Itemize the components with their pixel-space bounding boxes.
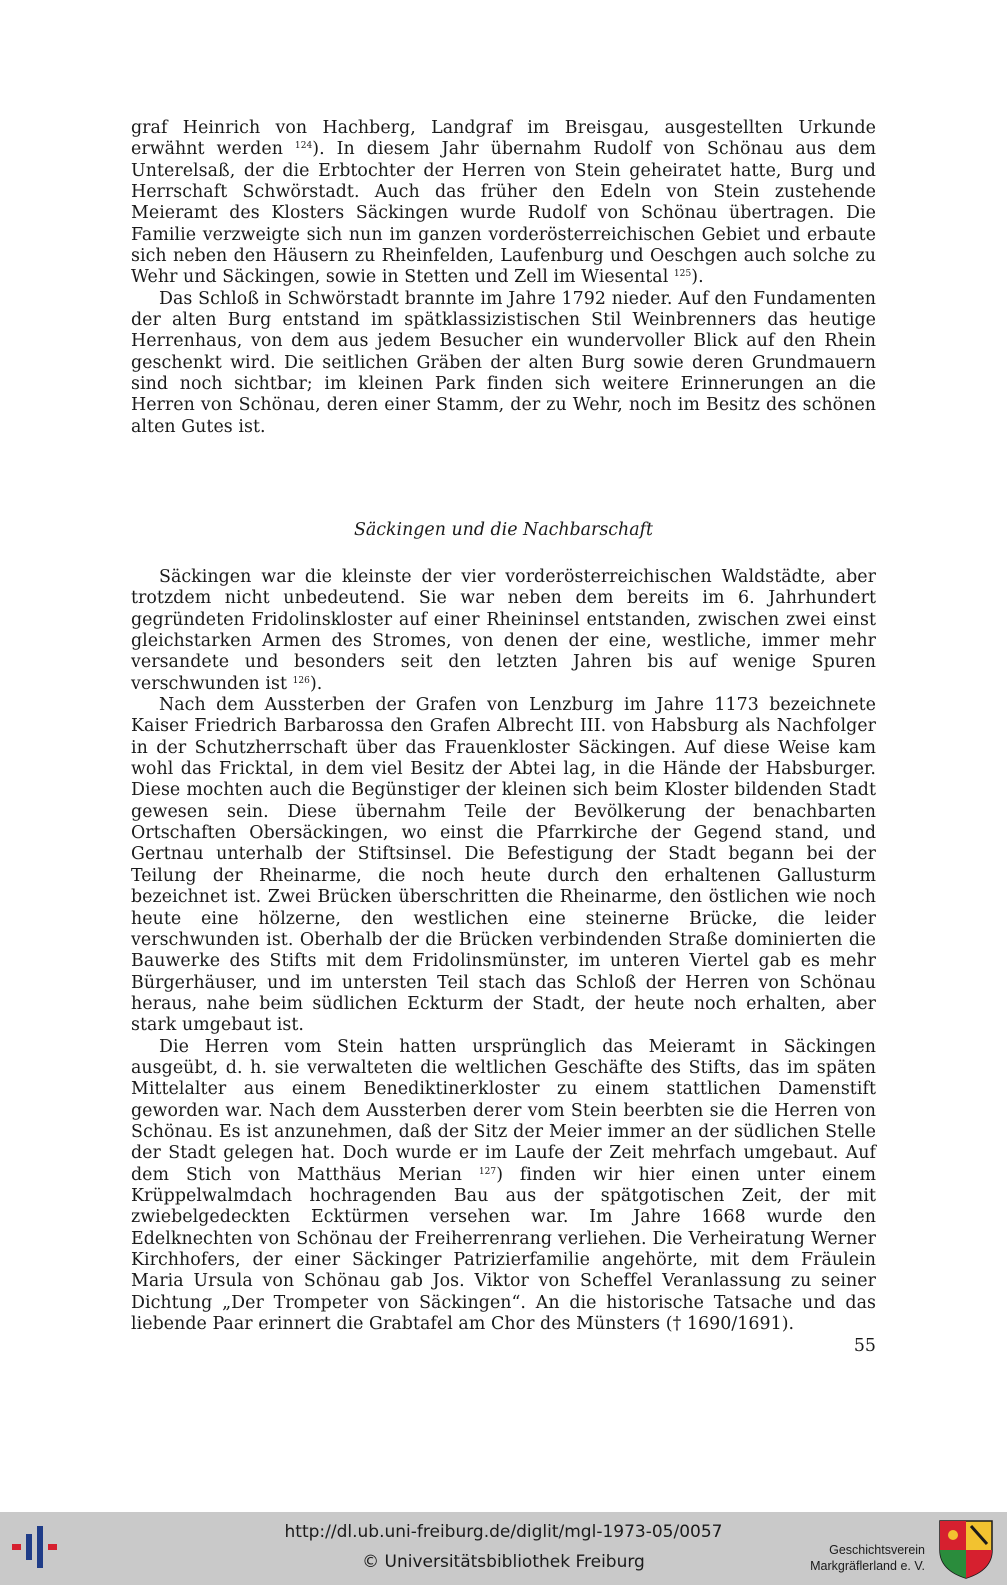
footnote-marker[interactable]: 125 [673, 269, 692, 280]
paragraph [131, 1037, 876, 1336]
text-block-lower [131, 567, 876, 1335]
text-run: ). In diesem Jahr übernahm Rudolf von Schönau aus dem Unterelsaß, der die Erbtochter der Herren von Stein geheiratet hatte, Burg und Herrschaft Schwörstadt. Auch das früher den Edeln von Stein zustehende Meieramt des Klosters Säckingen wurde Rudolf von Schönau übertragen. Die Familie verzweigte sich nun im ganzen vorderösterreichischen Gebiet und erbaute sich neben den Häusern zu Rheinfelden, Laufenburg und Oeschgen auch solche zu Wehr und Säckingen, sowie in Stetten und Zell im Wiesental [131, 139, 877, 288]
society-line-1: Geschichtsverein [829, 1543, 925, 1557]
page-number: 55 [853, 1336, 876, 1356]
text-run: ) finden wir hier einen unter einem Krüppelwalmdach hochragenden Bau aus der spätgotischen Zeit, der mit zwiebelgedeckten Ecktürmen versehen war. Im Jahre 1668 wurde den Edelknechten von Schönau der Freiherrenrang verliehen. Die Verheiratung Werner Kirchhofers, der einer Säckinger Patrizierfamilie angehörte, mit dem Fräulein Maria Ursula von Schönau gab Jos. Viktor von Scheffel Veranlassung zu seiner Dichtung „Der Trompeter von Säckingen“. An die historische Tatsache und das liebende Paar erinnert die Grabtafel am Chor des Münsters († 1690/1691). [131, 1164, 877, 1335]
society-name [810, 1542, 925, 1574]
footer-bar [0, 1512, 1007, 1585]
text-run: Das Schloß in Schwörstadt brannte im Jahre 1792 nieder. Auf den Fundamenten der alten Burg entstand im spätklassizistischen Stil Weinbrenners das heutige Herrenhaus, von dem aus jedem Besucher ein wundervoller Blick auf den Rhein geschenkt wird. Die seitlichen Gräben der alten Burg sowie deren Grundmauern sind noch sichtbar; im kleinen Park finden sich weitere Erinnerungen an die Herren von Schönau, deren einer Stamm, der zu Wehr, noch im Besitz des schönen alten Gutes ist. [131, 288, 876, 437]
text-block-upper [131, 118, 876, 438]
footnote-marker[interactable]: 124 [294, 141, 313, 152]
paragraph [131, 695, 876, 1037]
footer-copyright: © Universitätsbibliothek Freiburg [362, 1552, 645, 1572]
text-run: ). [691, 267, 704, 288]
text-run: Die Herren vom Stein hatten ursprünglich das Meieramt in Säckingen ausgeübt, d. h. sie verwalteten die weltlichen Geschäfte des Stifts, das im späten Mittelalter aus einem Benediktinerkloster zu einem stattlichen Damenstift geworden war. Nach dem Aussterben derer vom Stein beerbten sie die Herren von Schönau. Es ist anzunehmen, daß der Sitz der Meier immer an der südlichen Stelle der Stadt gelegen hat. Doch wurde er im Laufe der Zeit mehrfach umgebaut. Auf dem Stich von Matthäus Merian [131, 1036, 876, 1185]
footnote-marker[interactable]: 127 [478, 1166, 497, 1177]
society-line-2: Markgräflerland e. V. [810, 1559, 925, 1573]
paragraph [131, 289, 876, 438]
text-run: Säckingen war die kleinste der vier vorderösterreichischen Waldstädte, aber trotzdem nicht unbedeutend. Sie war neben dem bereits im 6. Jahrhundert gegründeten Fridolinskloster auf einer Rheininsel entstanden, zwischen zwei einst gleichstarken Armen des Stromes, von denen der eine, westliche, immer mehr versandete und besonders seit den letzten Jahren bis auf wenige Spuren verschwunden ist [131, 567, 876, 694]
coat-of-arms-icon[interactable] [937, 1518, 995, 1580]
text-run: graf Heinrich von Hachberg, Landgraf im Breisgau, ausgestellten Urkunde erwähnt werden [131, 118, 876, 160]
paragraph [131, 567, 876, 695]
footer-url-link[interactable]: http://dl.ub.uni-freiburg.de/diglit/mgl-1973-05/0057 [284, 1522, 723, 1542]
paragraph [131, 118, 876, 289]
text-run: ). [309, 673, 323, 694]
section-heading: Säckingen und die Nachbarschaft [353, 520, 654, 540]
footnote-marker[interactable]: 126 [292, 675, 310, 686]
text-run: Nach dem Aussterben der Grafen von Lenzburg im Jahre 1173 bezeichnete Kaiser Friedrich Barbarossa den Grafen Albrecht III. von Habsburg als Nachfolger in der Schutzherrschaft über das Frauenkloster Säckingen. Auf diese Weise kam wohl das Fricktal, in dem viel Besitz der Abtei lag, in die Hände der Habsburger. Diese mochten auch die Begünstiger der kleinen sich beim Kloster bildenden Stadt gewesen sein. Diese übernahm Teile der Bevölkerung der benachbarten Ortschaften Obersäckingen, wo einst die Pfarrkirche der Gegend stand, und Gertnau unterhalb der Stiftsinsel. Die Befestigung der Stadt begann bei der Teilung der Rheinarme, die noch heute durch den erhaltenen Gallusturm bezeichnet ist. Zwei Brücken überschritten die Rheinarme, den östlichen wie noch heute eine hölzerne, den westlichen eine steinerne Brücke, die leider verschwunden ist. Oberhalb der die Brücken verbindenden Straße dominierten die Bauwerke des Stifts mit dem Fridolinsmünster, im unteren Viertel gab es mehr Bürgerhäuser, und im untersten Teil stach das Schloß der Herren von Schönau heraus, nahe beim südlichen Eckturm der Stadt, der heute noch erhalten, aber stark umgebaut ist. [131, 695, 876, 1036]
